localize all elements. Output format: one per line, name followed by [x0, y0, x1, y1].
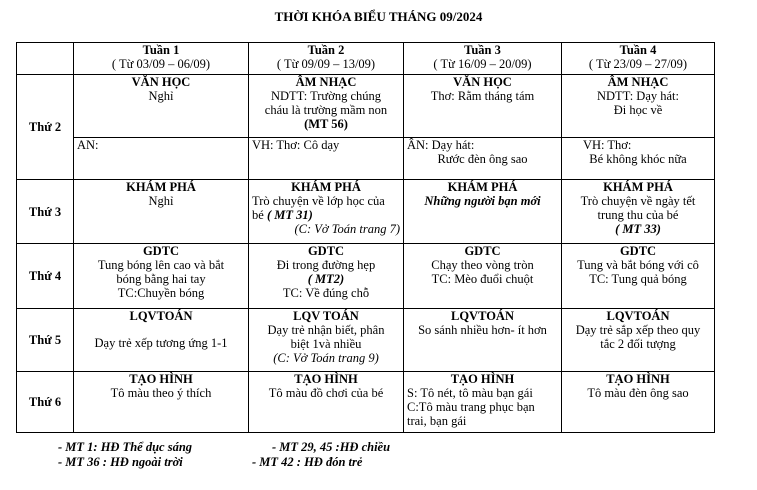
subject-label: LQVTOÁN [129, 309, 193, 323]
lesson-cell [74, 138, 249, 180]
lesson-cell [249, 180, 404, 244]
lesson-text: biệt 1và nhiều [290, 337, 362, 351]
lesson-text: AN: [77, 138, 99, 152]
lesson-text: tắc 2 đối tượng [600, 337, 676, 351]
lesson-cell [249, 138, 404, 180]
lesson-text: TC: Mèo đuổi chuột [431, 272, 534, 286]
lesson-text: Nghỉ [148, 89, 174, 103]
subject-label: KHÁM PHÁ [603, 180, 673, 194]
lesson-text: Tung bóng lên cao và bắt [97, 258, 225, 272]
lesson-cell [404, 138, 562, 180]
lesson-text: Dạy trẻ sắp xếp theo quy [575, 323, 701, 337]
lesson-text: Tô màu đèn ông sao [587, 386, 689, 400]
subject-label: GDTC [142, 244, 180, 258]
lesson-text: Trò chuyện về lớp học của [252, 194, 385, 208]
subject-label: GDTC [307, 244, 345, 258]
mt-tag: ( MT 33) [615, 222, 661, 236]
week-header [562, 43, 715, 75]
lesson-cell [249, 309, 404, 372]
lesson-cell [74, 75, 249, 138]
lesson-cell [404, 244, 562, 309]
lesson-text: Tô màu đồ chơi của bé [268, 386, 384, 400]
lesson-text: Tung và bắt bóng với cô [577, 258, 699, 272]
lesson-cell [562, 309, 715, 372]
week-range: ( Từ 03/09 – 06/09) [111, 57, 211, 71]
subject-label: TẠO HÌNH [450, 372, 515, 386]
lesson-text: So sánh nhiều hơn- ít hơn [418, 323, 547, 337]
week-name: Tuần 2 [307, 43, 345, 57]
lesson-text: NDTT: Dạy hát: [597, 89, 679, 103]
lesson-cell [562, 180, 715, 244]
subject-label: KHÁM PHÁ [291, 180, 361, 194]
subject-label: KHÁM PHÁ [447, 180, 518, 194]
subject-label: VĂN HỌC [131, 75, 191, 89]
subject-label: GDTC [464, 244, 501, 258]
week-header [404, 43, 562, 75]
corner-cell [17, 43, 74, 75]
lesson-text: Rước đèn ông sao [437, 152, 528, 166]
subject-label: GDTC [619, 244, 657, 258]
lesson-text: TC: Về đúng chỗ [282, 286, 370, 300]
day-label: Thứ 4 [17, 244, 74, 309]
day-label: Thứ 2 [17, 75, 74, 180]
page-title: THỜI KHÓA BIỂU THÁNG 09/2024 [274, 9, 483, 24]
lesson-text: trai, bạn gái [407, 414, 467, 428]
table-row [17, 75, 715, 138]
lesson-cell [74, 180, 249, 244]
table-row [17, 180, 715, 244]
lesson-text: cháu là trường mầm non [264, 103, 388, 117]
workbook-note: (C: Vở Toán trang 7) [294, 222, 400, 236]
lesson-cell [249, 244, 404, 309]
mt-tag: (MT 56) [304, 117, 348, 131]
lesson-cell [74, 372, 249, 433]
lesson-text: TC: Tung quả bóng [589, 272, 687, 286]
lesson-text: bóng bằng hai tay [116, 272, 206, 286]
week-name: Tuần 4 [619, 43, 657, 57]
day-label: Thứ 5 [17, 309, 74, 372]
mt-tag: ( MT 31) [266, 208, 313, 222]
lesson-text: bé [252, 208, 264, 222]
footnote: - MT 1: HĐ Thể dục sáng [58, 440, 193, 454]
lesson-text: C:Tô màu trang phục bạn [407, 400, 535, 414]
subject-label: TẠO HÌNH [606, 372, 670, 386]
footnote: - MT 29, 45 :HĐ chiều [272, 440, 391, 454]
subject-label: LQVTOÁN [451, 309, 514, 323]
subject-label: ÂM NHẠC [607, 75, 669, 89]
subject-label: LQV TOÁN [293, 309, 359, 323]
subject-label: TẠO HÌNH [129, 372, 193, 386]
lesson-text: Đi học về [613, 103, 663, 117]
day-label: Thứ 6 [17, 372, 74, 433]
lesson-text: Thơ: Rằm tháng tám [430, 89, 535, 103]
lesson-text: Dạy trẻ nhận biết, phân [267, 323, 385, 337]
mt-tag: ( MT2) [307, 272, 345, 286]
lesson-cell [404, 75, 562, 138]
lesson-text: S: Tô nét, tô màu bạn gái [407, 386, 533, 400]
lesson-cell [404, 180, 562, 244]
lesson-cell [74, 244, 249, 309]
table-row [17, 138, 715, 180]
lesson-text: NDTT: Trường chúng [271, 89, 381, 103]
lesson-cell [404, 372, 562, 433]
lesson-cell [249, 372, 404, 433]
lesson-cell [562, 372, 715, 433]
workbook-note: (C: Vở Toán trang 9) [273, 351, 379, 365]
lesson-cell [74, 309, 249, 372]
lesson-cell [562, 244, 715, 309]
week-name: Tuần 3 [464, 43, 501, 57]
subject-label: LQVTOÁN [606, 309, 670, 323]
week-name: Tuần 1 [142, 43, 180, 57]
week-range: ( Từ 23/09 – 27/09) [588, 57, 688, 71]
subject-label: VĂN HỌC [453, 75, 512, 89]
lesson-text: Đi trong đường hẹp [276, 258, 376, 272]
week-range: ( Từ 16/09 – 20/09) [433, 57, 532, 71]
footnote: - MT 42 : HĐ đón trẻ [252, 455, 363, 469]
week-range: ( Từ 09/09 – 13/09) [276, 57, 376, 71]
table-row [17, 372, 715, 433]
lesson-text: Chạy theo vòng tròn [431, 258, 534, 272]
day-label: Thứ 3 [17, 180, 74, 244]
subject-label: TẠO HÌNH [294, 372, 358, 386]
timetable [16, 42, 715, 433]
table-row [17, 309, 715, 372]
week-header [74, 43, 249, 75]
lesson-text: Bé không khóc nữa [589, 152, 687, 166]
lesson-text: TC:Chuyền bóng [117, 286, 205, 300]
lesson-text: trung thu của bé [597, 208, 679, 222]
footnote: - MT 36 : HĐ ngoài trời [58, 455, 183, 469]
lesson-text: Nghỉ [148, 194, 174, 208]
lesson-cell [562, 75, 715, 138]
lesson-text: Trò chuyện về ngày tết [580, 194, 696, 208]
subject-label: KHÁM PHÁ [126, 180, 196, 194]
table-row [17, 244, 715, 309]
lesson-text: VH: Thơ: [583, 138, 632, 152]
subject-label: ÂM NHẠC [295, 75, 357, 89]
week-header [249, 43, 404, 75]
lesson-text: Dạy trẻ xếp tương ứng 1-1 [94, 336, 228, 350]
lesson-cell [562, 138, 715, 180]
lesson-text: ÂN: Dạy hát: [407, 138, 475, 152]
header-row [17, 43, 715, 75]
lesson-cell [404, 309, 562, 372]
lesson-cell [249, 75, 404, 138]
lesson-text: VH: Thơ: Cô dạy [252, 138, 340, 152]
lesson-text: Tô màu theo ý thích [110, 386, 212, 400]
lesson-text: Những người bạn mới [424, 194, 541, 208]
